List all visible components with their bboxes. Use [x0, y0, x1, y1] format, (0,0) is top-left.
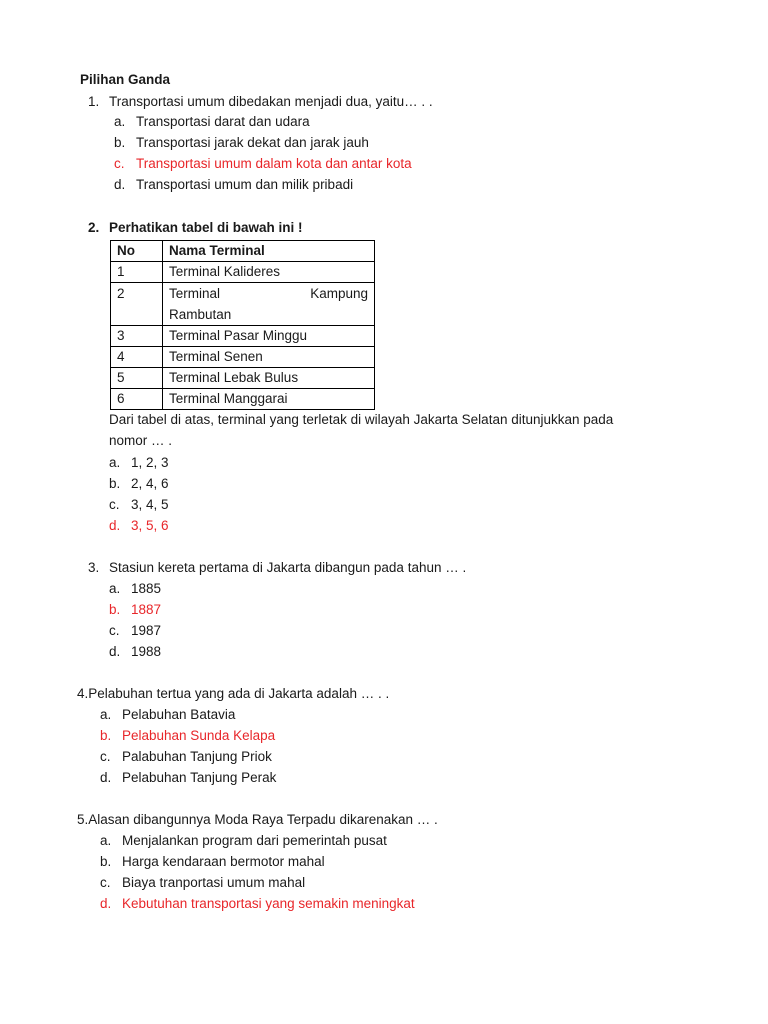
table-cell-no: 5	[111, 368, 163, 389]
q3-number: 3.	[88, 560, 100, 575]
q2-number: 2.	[88, 220, 100, 235]
table-cell-no: 2	[111, 283, 163, 326]
q4-option-d-text: Pelabuhan Tanjung Perak	[122, 770, 277, 785]
table-header-name: Nama Terminal	[163, 241, 375, 262]
table-row	[111, 347, 375, 368]
q5-option-b-text: Harga kendaraan bermotor mahal	[122, 854, 325, 869]
q2-text: Perhatikan tabel di bawah ini !	[109, 220, 303, 235]
q3-option-a-text: 1885	[131, 581, 162, 596]
q1-text: Transportasi umum dibedakan menjadi dua, yaitu… . .	[109, 94, 433, 109]
q4-text: 4.Pelabuhan tertua yang ada di Jakarta adalah … . .	[77, 686, 390, 701]
table-cell-no: 6	[111, 389, 163, 410]
q4-option-a-text: Pelabuhan Batavia	[122, 707, 236, 722]
table-header-no: No	[111, 241, 163, 262]
q5-option-d-text: Kebutuhan transportasi yang semakin meningkat	[122, 896, 415, 911]
q1-option-c-text: Transportasi umum dalam kota dan antar kota	[136, 156, 412, 171]
table-row	[111, 283, 375, 326]
q2-followup-line1: Dari tabel di atas, terminal yang terletak di wilayah Jakarta Selatan ditunjukkan pada	[109, 412, 614, 427]
q1-option-c-label: c.	[114, 156, 125, 171]
q1-option-b-label: b.	[114, 135, 126, 150]
terminal-table	[110, 240, 375, 410]
q5-text: 5.Alasan dibangunnya Moda Raya Terpadu dikarenakan … .	[77, 812, 438, 827]
table-cell-no: 1	[111, 262, 163, 283]
q1-option-a-text: Transportasi darat dan udara	[136, 114, 310, 129]
table-row	[111, 326, 375, 347]
q2-followup-line2: nomor … .	[109, 433, 173, 448]
q2-option-c-label: c.	[109, 497, 120, 512]
table-header-row	[111, 241, 375, 262]
q3-option-c-label: c.	[109, 623, 120, 638]
q3-option-d-text: 1988	[131, 644, 162, 659]
q4-option-b-text: Pelabuhan Sunda Kelapa	[122, 728, 276, 743]
q3-option-d-label: d.	[109, 644, 121, 659]
table-cell-name: Terminal Manggarai	[163, 389, 375, 410]
table-row	[111, 262, 375, 283]
q3-option-b-text: 1887	[131, 602, 162, 617]
q5-option-a-text: Menjalankan program dari pemerintah pusat	[122, 833, 387, 848]
section-heading: Pilihan Ganda	[80, 72, 171, 87]
table-cell-name	[163, 283, 375, 326]
q2-option-b-text: 2, 4, 6	[131, 476, 169, 491]
table-cell-name-word1: Terminal	[169, 286, 221, 301]
q4-option-c-text: Palabuhan Tanjung Priok	[122, 749, 272, 764]
q5-option-b-label: b.	[100, 854, 112, 869]
q5-option-a-label: a.	[100, 833, 112, 848]
table-cell-name: Terminal Senen	[163, 347, 375, 368]
table-cell-name: Terminal Pasar Minggu	[163, 326, 375, 347]
table-cell-name-word2: Kampung	[310, 286, 368, 301]
q2-option-b-label: b.	[109, 476, 121, 491]
q3-text: Stasiun kereta pertama di Jakarta dibangun pada tahun … .	[109, 560, 467, 575]
q2-option-a-label: a.	[109, 455, 121, 470]
q5-option-d-label: d.	[100, 896, 112, 911]
table-cell-name: Terminal Lebak Bulus	[163, 368, 375, 389]
q2-option-a-text: 1, 2, 3	[131, 455, 169, 470]
q3-option-a-label: a.	[109, 581, 121, 596]
q4-option-b-label: b.	[100, 728, 112, 743]
q3-option-b-label: b.	[109, 602, 121, 617]
q1-number: 1.	[88, 94, 100, 109]
q3-option-c-text: 1987	[131, 623, 162, 638]
table-cell-no: 3	[111, 326, 163, 347]
q2-option-d-text: 3, 5, 6	[131, 518, 169, 533]
q1-option-d-label: d.	[114, 177, 126, 192]
q2-option-d-label: d.	[109, 518, 121, 533]
q5-option-c-label: c.	[100, 875, 111, 890]
q2-option-c-text: 3, 4, 5	[131, 497, 169, 512]
q4-option-a-label: a.	[100, 707, 112, 722]
table-cell-name-word3: Rambutan	[169, 307, 232, 322]
table-cell-no: 4	[111, 347, 163, 368]
q1-option-d-text: Transportasi umum dan milik pribadi	[136, 177, 354, 192]
q4-option-d-label: d.	[100, 770, 112, 785]
q4-option-c-label: c.	[100, 749, 111, 764]
table-row	[111, 368, 375, 389]
table-row	[111, 389, 375, 410]
q5-option-c-text: Biaya tranportasi umum mahal	[122, 875, 306, 890]
q1-option-a-label: a.	[114, 114, 126, 129]
table-cell-name: Terminal Kalideres	[163, 262, 375, 283]
q1-option-b-text: Transportasi jarak dekat dan jarak jauh	[136, 135, 369, 150]
